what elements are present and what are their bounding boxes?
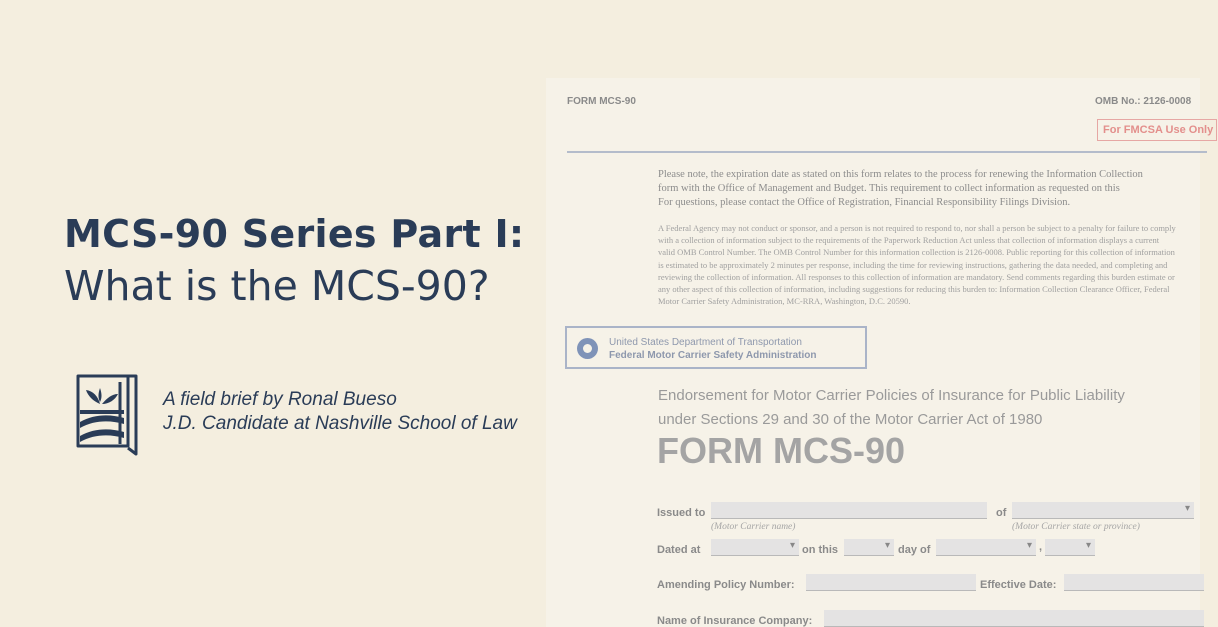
effective-date-field bbox=[1064, 574, 1204, 591]
date-comma: , bbox=[1039, 541, 1043, 553]
on-this-label: on this bbox=[802, 544, 839, 556]
form-expiration-note bbox=[658, 168, 1218, 210]
insurance-company-field bbox=[824, 610, 1204, 627]
carrier-name-caption: (Motor Carrier name) bbox=[711, 522, 796, 532]
para-line: any other aspect of this collection of information, including suggestions for reducing this burden to: Information Collection Clearance Officer, Federal bbox=[658, 284, 1170, 295]
dated-at-dropdown bbox=[711, 539, 799, 556]
effective-date-label: Effective Date: bbox=[980, 579, 1057, 591]
insurance-company-label: Name of Insurance Company: bbox=[657, 615, 813, 627]
dated-at-label: Dated at bbox=[657, 544, 701, 556]
form-omb-number: OMB No.: 2126-0008 bbox=[1095, 96, 1192, 107]
of-label: of bbox=[996, 507, 1007, 519]
para-line: A Federal Agency may not conduct or sponsor, and a person is not required to respond to, nor shall a person be subject to a penalty for failure to comply bbox=[658, 223, 1176, 233]
endorsement-heading bbox=[658, 384, 1125, 432]
month-dropdown bbox=[936, 539, 1036, 556]
para-line: valid OMB Control Number. The OMB Control Number for this information collection is 2126-0008. Public reporting for this collection of information bbox=[658, 247, 1175, 258]
headline-line-1: MCS-90 Series Part I: bbox=[64, 212, 525, 256]
para-line: with a collection of information subject to the requirements of the Paperwork Reduction Act unless that collection of information displays a current bbox=[658, 235, 1160, 246]
headline-line-2: What is the MCS-90? bbox=[64, 262, 490, 310]
note-line: For questions, please contact the Office of Registration, Financial Responsibility Filings Division. bbox=[658, 197, 1071, 208]
fmcsa-name: Federal Motor Carrier Safety Administration bbox=[609, 350, 817, 361]
amending-policy-label: Amending Policy Number: bbox=[657, 579, 795, 591]
endorsement-line: Endorsement for Motor Carrier Policies of Insurance for Public Liability bbox=[658, 387, 1125, 404]
para-line: reviewing the collection of information. All responses to this collection of information are mandatory. Send comments regarding this burden estimate or bbox=[658, 271, 1175, 282]
day-of-label: day of bbox=[898, 544, 931, 556]
byline-credential: J.D. Candidate at Nashville School of Law bbox=[163, 413, 517, 434]
endorsement-line: under Sections 29 and 30 of the Motor Carrier Act of 1980 bbox=[658, 411, 1043, 428]
book-with-sprout-logo-icon bbox=[76, 374, 140, 458]
amending-policy-field bbox=[806, 574, 976, 591]
form-paperwork-paragraph bbox=[658, 222, 1218, 307]
issued-to-label: Issued to bbox=[657, 507, 706, 519]
form-header-left: FORM MCS-90 bbox=[567, 96, 636, 107]
carrier-state-dropdown bbox=[1012, 502, 1194, 519]
year-dropdown bbox=[1045, 539, 1095, 556]
byline-author: A field brief by Ronal Bueso bbox=[163, 389, 397, 410]
carrier-name-field bbox=[711, 502, 987, 519]
para-line: is estimated to be approximately 2 minutes per response, including the time for reviewing instructions, gathering the data needed, and completing and bbox=[658, 259, 1168, 270]
para-line: Motor Carrier Safety Administration, MC-RRA, Washington, D.C. 20590. bbox=[658, 296, 911, 307]
form-title: FORM MCS-90 bbox=[657, 430, 906, 471]
form-mcs90-image bbox=[546, 78, 1214, 627]
carrier-state-caption: (Motor Carrier state or province) bbox=[1012, 522, 1140, 532]
dot-seal-icon bbox=[577, 338, 598, 359]
fmcsa-use-box: For FMCSA Use Only bbox=[1097, 119, 1217, 141]
note-line: form with the Office of Management and Budget. This requirement to collect information as requested on this bbox=[658, 183, 1120, 194]
day-dropdown bbox=[844, 539, 894, 556]
dot-name: United States Department of Transportation bbox=[609, 337, 802, 348]
dot-fmcsa-logo-box bbox=[565, 326, 867, 369]
headline bbox=[64, 208, 544, 312]
note-line: Please note, the expiration date as stated on this form relates to the process for renewing the Information Collection bbox=[658, 169, 1143, 180]
form-divider bbox=[567, 151, 1207, 153]
byline bbox=[163, 388, 517, 436]
